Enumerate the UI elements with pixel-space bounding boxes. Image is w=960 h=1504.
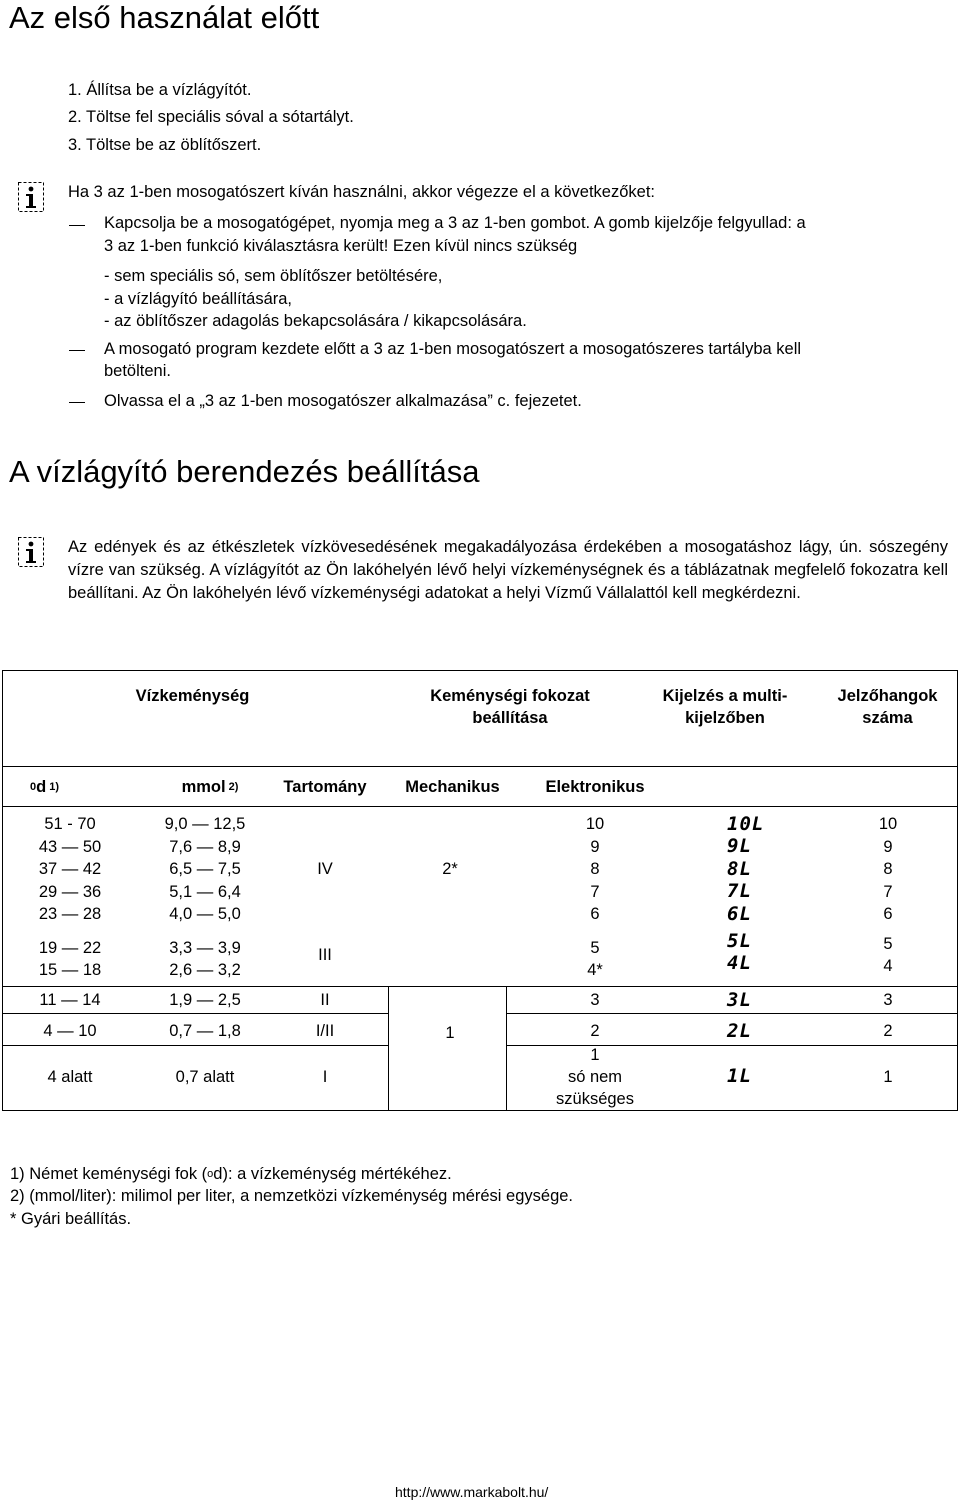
g1-signals — [848, 813, 928, 926]
lcd-display-6: 6L — [727, 903, 752, 925]
footnote-2: 2) (mmol/liter): milimol per liter, a nemzetközi vízkeménység mérési egysége. — [10, 1187, 574, 1205]
g1-range: IV — [317, 860, 333, 878]
section-title-first-use: Az első használat előtt — [9, 0, 320, 35]
row-iii-deg: 4 — 10 — [43, 1022, 97, 1040]
table-cell: 15 — 18 — [38, 961, 102, 979]
step-1: 1. Állítsa be a vízlágyítót. — [68, 81, 252, 99]
table-cell: 51 - 70 — [44, 815, 96, 833]
table-border-left — [2, 670, 3, 1111]
lcd-display-9: 9L — [727, 835, 752, 857]
table-cell: 7 — [883, 882, 893, 901]
header-deg: $^0$d $^{1)}$ — [30, 778, 60, 796]
row-ii-range: II — [320, 991, 330, 1009]
table-cell: 8 — [590, 860, 600, 878]
g1-elec — [555, 813, 635, 926]
table-cell: szükséges — [556, 1090, 634, 1108]
table-cell: 10 — [878, 815, 898, 833]
row-iv-mmol: 0,7 alatt — [175, 1068, 235, 1086]
sub-item-1: - sem speciális só, sem öblítőszer betöltésére, — [104, 267, 443, 285]
softener-paragraph: Az edények és az étkészletek vízkövesedésének megakadályozása érdekében a mosogatáshoz lágy, ún. sószegény vízre van szükség. A vízlágyítót az Ön lakóhelyén lévő helyi vízkeménységnek és a táblázatnak megfelelő fokozatra kell beállítani. Az Ön lakóhelyén lévő vízkeménységi adatokat a helyi Vízmű Vállalattól kell megkérdezni. — [68, 538, 948, 602]
table-cell: 5,1 — 6,4 — [169, 882, 241, 901]
table-border-top — [2, 670, 958, 671]
lcd-display-10: 10L — [727, 813, 765, 835]
source-url[interactable]: http://www.markabolt.hu/ — [395, 1484, 549, 1500]
table-cell: 8 — [883, 860, 893, 878]
sub-item-2: - a vízlágyító beállítására, — [104, 290, 293, 308]
table-cell: 4 — [883, 957, 893, 975]
mech-level-1: 1 — [445, 1024, 455, 1042]
g2-range: III — [318, 946, 332, 964]
table-cell: 7 — [590, 882, 600, 901]
row-ii-mmol: 1,9 — 2,5 — [169, 991, 241, 1009]
g1-mech: 2* — [442, 860, 458, 878]
table-rule — [506, 1013, 958, 1014]
lcd-display-7: 7L — [727, 880, 752, 902]
lcd-display-8: 8L — [727, 858, 752, 880]
item-1-line-2: 3 az 1-ben funkció kiválasztásra került! Ezen kívül nincs szükség — [104, 237, 578, 255]
table-rule — [2, 986, 958, 987]
table-cell: 6 — [883, 905, 893, 923]
table-cell: 4,0 — 5,0 — [169, 905, 241, 923]
table-border-right — [957, 670, 958, 1111]
item-2-line-2: betölteni. — [104, 362, 171, 380]
table-cell: 5 — [590, 939, 600, 957]
header-signals: Jelzőhangok száma — [837, 687, 938, 727]
g2-signals — [848, 933, 928, 977]
table-col-divider — [388, 986, 389, 1111]
item-1-line-1: Kapcsolja be a mosogatógépet, nyomja meg a 3 az 1-ben gombot. A gomb kijelzője felgyullad: a — [104, 214, 806, 232]
header-mech: Mechanikus — [405, 778, 500, 796]
lcd-display-5: 5L — [727, 930, 752, 952]
row-ii-deg: 11 — 14 — [39, 991, 101, 1009]
row-iv-elec — [540, 1044, 650, 1110]
dash-bullet — [69, 350, 85, 351]
table-rule — [2, 766, 958, 767]
table-cell: 4* — [587, 961, 603, 979]
g1-deg — [30, 813, 110, 926]
g2-mmol — [150, 937, 260, 981]
section-title-water-softener: A vízlágyító berendezés beállítása — [9, 454, 480, 489]
g2-elec — [555, 937, 635, 981]
table-cell: 43 — 50 — [38, 837, 102, 856]
row-iii-elec: 2 — [590, 1022, 600, 1040]
header-range: Tartomány — [283, 778, 367, 796]
g1-mmol — [150, 813, 260, 926]
footnote-1: 1) Német keménységi fok ($^o$d): a vízkeménység mértékéhez. — [10, 1165, 452, 1183]
row-ii-signals: 3 — [883, 991, 893, 1009]
lcd-display-4: 4L — [727, 952, 752, 974]
footnote-3: * Gyári beállítás. — [10, 1210, 132, 1228]
sub-item-3: - az öblítőszer adagolás bekapcsolására / kikapcsolására. — [104, 312, 527, 330]
table-cell: 9 — [590, 837, 600, 856]
lcd-display-2: 2L — [727, 1020, 752, 1042]
header-mmol: mmol $^{2)}$ — [181, 778, 239, 796]
item-2-line-1: A mosogató program kezdete előtt a 3 az 1-ben mosogatószert a mosogatószeres tartályba kell — [104, 340, 802, 358]
table-rule — [2, 806, 958, 807]
row-iii-signals: 2 — [883, 1022, 893, 1040]
row-iv-signals: 1 — [883, 1068, 893, 1086]
table-rule — [2, 1013, 388, 1014]
table-cell: 7,6 — 8,9 — [169, 837, 241, 856]
lcd-display-1: 1L — [727, 1065, 752, 1087]
step-3: 3. Töltse be az öblítőszert. — [68, 136, 262, 154]
step-2: 2. Töltse fel speciális sóval a sótartályt. — [68, 108, 354, 126]
table-cell: 19 — 22 — [38, 939, 102, 957]
table-col-divider — [506, 986, 507, 1111]
header-display: Kijelzés a multi-kijelzőben — [662, 687, 788, 727]
table-cell: 9,0 — 12,5 — [164, 815, 246, 833]
row-iii-range: I/II — [315, 1022, 335, 1040]
table-cell: 1 — [590, 1046, 600, 1064]
table-cell: 5 — [883, 935, 893, 953]
table-cell: 3,3 — 3,9 — [169, 939, 241, 957]
table-cell: 9 — [883, 837, 893, 856]
table-cell: 10 — [585, 815, 605, 833]
row-iv-deg: 4 alatt — [47, 1068, 93, 1086]
table-cell: 6 — [590, 905, 600, 923]
table-cell: só nem — [567, 1068, 623, 1086]
table-cell: 23 — 28 — [38, 905, 102, 923]
row-iv-range: I — [322, 1068, 328, 1086]
lcd-display-3: 3L — [727, 989, 752, 1011]
info-text-3in1: Ha 3 az 1-ben mosogatószert kíván használni, akkor végezze el a következőket: — [68, 183, 655, 201]
table-cell: 2,6 — 3,2 — [169, 961, 241, 979]
table-cell: 6,5 — 7,5 — [169, 860, 241, 878]
table-rule — [2, 1045, 388, 1046]
header-hardness: Vízkeménység — [135, 687, 250, 705]
table-cell: 37 — 42 — [38, 860, 102, 878]
info-icon — [18, 182, 44, 212]
header-level: Keménységi fokozat beállítása — [430, 687, 590, 727]
dash-bullet — [69, 402, 85, 403]
dash-bullet — [69, 225, 85, 226]
row-iii-mmol: 0,7 — 1,8 — [169, 1022, 241, 1040]
item-3: Olvassa el a „3 az 1-ben mosogatószer alkalmazása” c. fejezetet. — [104, 392, 582, 410]
table-border-bottom — [2, 1110, 958, 1111]
row-ii-elec: 3 — [590, 991, 600, 1009]
table-cell: 29 — 36 — [38, 882, 102, 901]
header-elec: Elektronikus — [545, 778, 645, 796]
info-icon — [18, 537, 44, 567]
g2-deg — [30, 937, 110, 981]
